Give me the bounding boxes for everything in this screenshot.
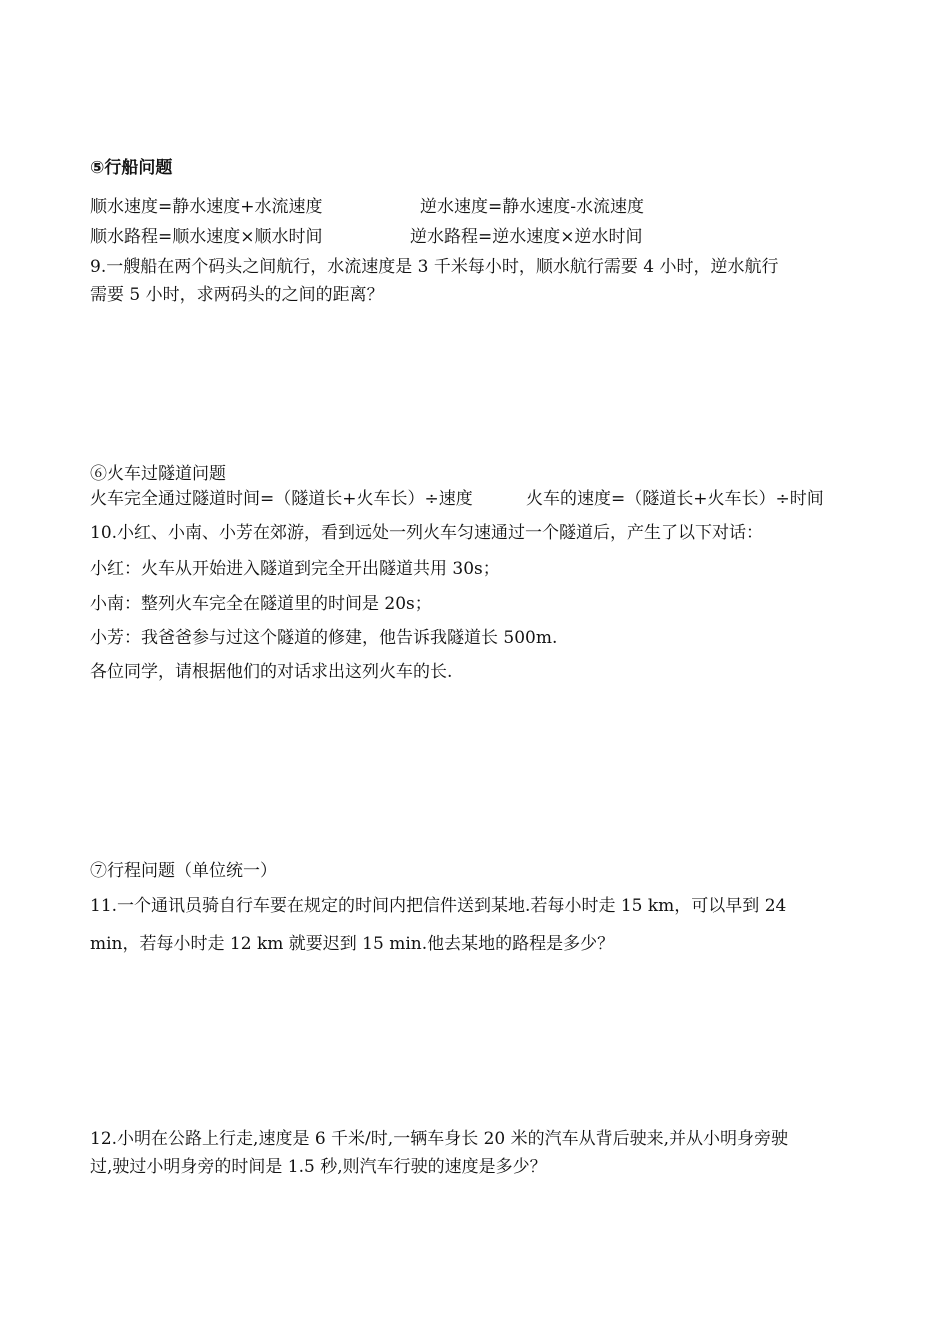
question-11-line-2: min，若每小时走 12 km 就要迟到 15 min.他去某地的路程是多少？	[90, 934, 615, 954]
formula-downstream-speed: 顺水速度=静水速度+水流速度	[90, 197, 323, 217]
question-10-ask: 各位同学，请根据他们的对话求出这列火车的长.	[90, 662, 453, 682]
question-10-xiaonan: 小南：整列火车完全在隧道里的时间是 20s；	[90, 594, 432, 614]
question-10-xiaofang: 小芳：我爸爸参与过这个隧道的修建，他告诉我隧道长 500m.	[90, 628, 558, 648]
formula-downstream-distance: 顺水路程=顺水速度×顺水时间	[90, 227, 323, 247]
question-12-line-1: 12.小明在公路上行走,速度是 6 千米/时,一辆车身长 20 米的汽车从背后驶来,并从小明身旁驶	[90, 1129, 789, 1149]
question-10-intro: 10.小红、小南、小芳在郊游，看到远处一列火车匀速通过一个隧道后，产生了以下对话：	[90, 523, 764, 543]
section-heading-train: ⑥火车过隧道问题	[90, 464, 226, 484]
formula-train-speed: 火车的速度=（隧道长+火车长）÷时间	[526, 489, 824, 509]
section-heading-boat: ⑤行船问题	[90, 158, 173, 178]
question-9-line-1: 9.一艘船在两个码头之间航行，水流速度是 3 千米每小时，顺水航行需要 4 小时，逆水航行	[90, 257, 779, 277]
formula-upstream-speed: 逆水速度=静水速度-水流速度	[420, 197, 644, 217]
question-9-line-2: 需要 5 小时，求两码头的之间的距离？	[90, 285, 384, 305]
formula-upstream-distance: 逆水路程=逆水速度×逆水时间	[410, 227, 643, 247]
formula-train-time: 火车完全通过隧道时间=（隧道长+火车长）÷速度	[90, 489, 473, 509]
section-heading-travel: ⑦行程问题（单位统一）	[90, 861, 277, 881]
question-12-line-2: 过,驶过小明身旁的时间是 1.5 秒,则汽车行驶的速度是多少？	[90, 1157, 547, 1177]
question-11-line-1: 11.一个通讯员骑自行车要在规定的时间内把信件送到某地.若每小时走 15 km，可以早到 24	[90, 896, 787, 916]
question-10-xiaohong: 小红：火车从开始进入隧道到完全开出隧道共用 30s；	[90, 559, 500, 579]
